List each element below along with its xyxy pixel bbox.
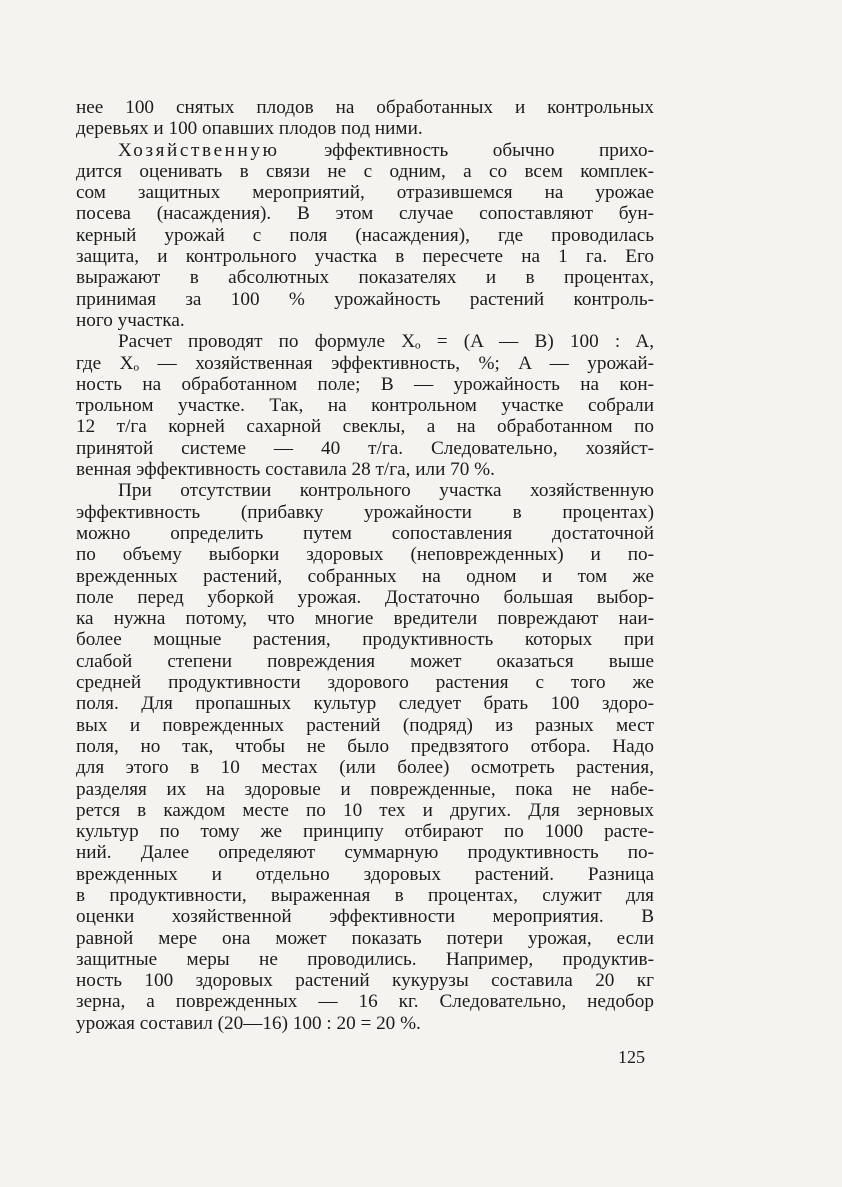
text-line: керный урожай с поля (насаждения), где проводилась bbox=[76, 224, 654, 246]
text-line: поле перед уборкой урожая. Достаточно большая выбор- bbox=[76, 586, 654, 608]
text-line: более мощные растения, продуктивность которых при bbox=[76, 629, 654, 651]
text-line: защита, и контрольного участка в пересчете на 1 га. Его bbox=[76, 246, 654, 268]
text-line: по объему выборки здоровых (неповрежденных) и по- bbox=[76, 544, 654, 566]
page-number: 125 bbox=[618, 1047, 645, 1067]
text-line: посева (насаждения). В этом случае сопоставляют бун- bbox=[76, 203, 654, 225]
text-line: для этого в 10 местах (или более) осмотреть растения, bbox=[76, 757, 654, 779]
paragraph bbox=[76, 97, 654, 140]
text-line: поля. Для пропашных культур следует брать 100 здоро- bbox=[76, 693, 654, 715]
text-line: в продуктивности, выраженная в процентах, служит для bbox=[76, 884, 654, 906]
spaced-term: Хозяйственную bbox=[118, 139, 280, 161]
text-line: дится оценивать в связи не с одним, а со всем комплек- bbox=[76, 160, 654, 182]
text-line: врежденных растений, собранных на одном и том же bbox=[76, 565, 654, 587]
text-line: венная эффективность составила 28 т/га, или 70 %. bbox=[76, 459, 495, 481]
text-line: средней продуктивности здорового растения с того же bbox=[76, 672, 654, 694]
paragraph bbox=[76, 140, 654, 332]
page-body bbox=[76, 97, 654, 1034]
text-line: можно определить путем сопоставления достаточной bbox=[76, 522, 654, 544]
text-line: 12 т/га корней сахарной свеклы, а на обработанном по bbox=[76, 416, 654, 438]
text-line: защитные меры не проводились. Например, продуктив- bbox=[76, 948, 654, 970]
text-line: деревьях и 100 опавших плодов под ними. bbox=[76, 118, 423, 140]
text-line: Расчет проводят по формуле Xₒ = (A — B) 100 : A, bbox=[118, 331, 654, 353]
text-line bbox=[76, 140, 654, 161]
text-line: нее 100 снятых плодов на обработанных и контрольных bbox=[76, 97, 654, 118]
text-line: ний. Далее определяют суммарную продуктивность по- bbox=[76, 842, 654, 864]
text-line: ность на обработанном поле; B — урожайность на кон- bbox=[76, 373, 654, 395]
text-line: принимая за 100 % урожайность растений контроль- bbox=[76, 288, 654, 310]
text-line: оценки хозяйственной эффективности мероприятия. В bbox=[76, 906, 654, 928]
text-line: урожая составил (20—16) 100 : 20 = 20 %. bbox=[76, 1012, 421, 1034]
text-line: рется в каждом месте по 10 тех и других. Для зерновых bbox=[76, 799, 654, 821]
text-line: зерна, а поврежденных — 16 кг. Следовательно, недобор bbox=[76, 991, 654, 1013]
text-line: ного участка. bbox=[76, 309, 185, 331]
text-line: поля, но так, чтобы не было предвзятого отбора. Надо bbox=[76, 735, 654, 757]
text-line: ка нужна потому, что многие вредители повреждают наи- bbox=[76, 608, 654, 630]
text-line: разделяя их на здоровые и поврежденные, пока не набе- bbox=[76, 778, 654, 800]
text-line: где Xₒ — хозяйственная эффективность, %; A — урожай- bbox=[76, 352, 654, 374]
text-line: слабой степени повреждения может оказаться выше bbox=[76, 650, 654, 672]
text-line: вых и поврежденных растений (подряд) из разных мест bbox=[76, 714, 654, 736]
text-line: выражают в абсолютных показателях и в процентах, bbox=[76, 267, 654, 289]
text-line: принятой системе — 40 т/га. Следовательно, хозяйст- bbox=[76, 437, 654, 459]
text-line: врежденных и отдельно здоровых растений. Разница bbox=[76, 863, 654, 885]
text-line: равной мере она может показать потери урожая, если bbox=[76, 927, 654, 949]
paragraph bbox=[76, 480, 654, 1034]
text-line: сом защитных мероприятий, отразившемся на урожае bbox=[76, 182, 654, 204]
text-line: При отсутствии контрольного участка хозяйственную bbox=[118, 480, 654, 502]
text-line: ность 100 здоровых растений кукурузы составила 20 кг bbox=[76, 970, 654, 992]
paragraph bbox=[76, 331, 654, 480]
text-line: трольном участке. Так, на контрольном участке собрали bbox=[76, 395, 654, 417]
text-span: эффективность обычно прихо- bbox=[279, 139, 654, 161]
text-line: культур по тому же принципу отбирают по 1000 расте- bbox=[76, 821, 654, 843]
text-line: эффективность (прибавку урожайности в процентах) bbox=[76, 501, 654, 523]
